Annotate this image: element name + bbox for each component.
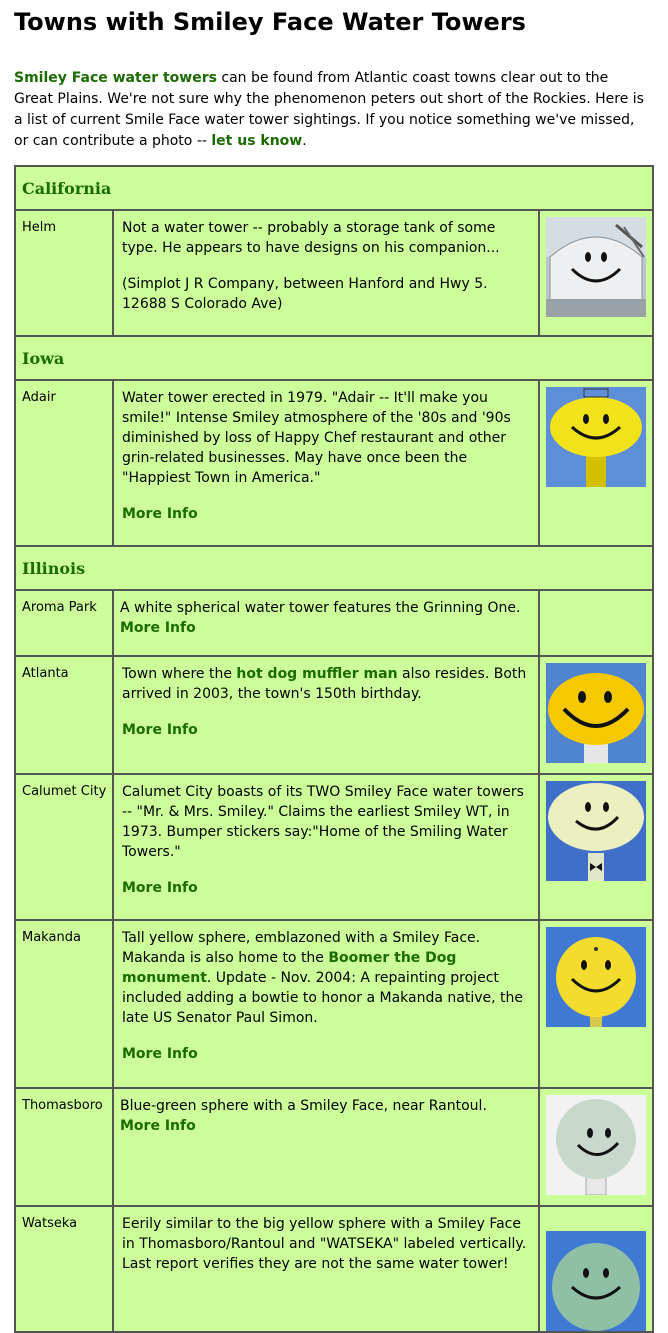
town-name: Atlanta bbox=[15, 656, 113, 774]
page-title: Towns with Smiley Face Water Towers bbox=[14, 8, 526, 36]
more-info-link[interactable]: More Info bbox=[122, 880, 198, 896]
description-text: . Update - Nov. 2004: A repainting project included adding a bowtie to honor a Makanda native, the late US Senator Paul Simon. bbox=[122, 970, 523, 1026]
helm-tank-photo[interactable] bbox=[546, 217, 646, 317]
intro-end: . bbox=[302, 133, 307, 149]
description-text: Blue-green sphere with a Smiley Face, near Rantoul. bbox=[120, 1098, 487, 1114]
photo-cell bbox=[539, 1206, 653, 1332]
towers-table bbox=[14, 165, 654, 1333]
photo-cell bbox=[539, 1088, 653, 1206]
state-row-california bbox=[15, 166, 653, 210]
town-description bbox=[113, 210, 539, 336]
boomer-the-dog-link[interactable]: Boomer the Dog monument bbox=[122, 950, 457, 986]
town-name: Helm bbox=[15, 210, 113, 336]
table-row bbox=[15, 656, 653, 774]
more-info-link[interactable]: More Info bbox=[122, 722, 198, 738]
hot-dog-muffler-man-link[interactable]: hot dog muffler man bbox=[236, 666, 398, 682]
town-description bbox=[113, 380, 539, 546]
table-row bbox=[15, 1206, 653, 1332]
town-name: Thomasboro bbox=[15, 1088, 113, 1206]
photo-cell bbox=[539, 380, 653, 546]
intro-paragraph bbox=[14, 68, 650, 152]
description-text: Town where the bbox=[122, 666, 237, 682]
table-row bbox=[15, 380, 653, 546]
town-description bbox=[113, 590, 539, 656]
more-info-link[interactable]: More Info bbox=[120, 620, 196, 636]
table-row bbox=[15, 590, 653, 656]
state-heading: California bbox=[15, 166, 653, 210]
adair-tower-photo[interactable] bbox=[546, 387, 646, 487]
description-text: A white spherical water tower features the Grinning One. bbox=[120, 600, 521, 616]
state-heading: Iowa bbox=[15, 336, 653, 380]
watseka-tower-photo[interactable] bbox=[546, 1231, 646, 1331]
state-heading: Illinois bbox=[15, 546, 653, 590]
town-description bbox=[113, 1088, 539, 1206]
description-text: Eerily similar to the big yellow sphere with a Smiley Face in Thomasboro/Rantoul and "WATSEKA" labeled vertically. Last report verifies they are not the same water tower! bbox=[122, 1216, 527, 1272]
intro-text: can be found from Atlantic coast towns clear out to the Great Plains. We're not sure why the phenomenon peters out short of the Rockies. Here is a list of current Smile Face water tower sightings. If you notice something we've missed, or can contribute a photo -- bbox=[14, 70, 644, 149]
thomasboro-tower-photo[interactable] bbox=[546, 1095, 646, 1195]
table-row bbox=[15, 210, 653, 336]
town-name: Makanda bbox=[15, 920, 113, 1088]
description-text: also resides. Both arrived in 2003, the town's 150th birthday. bbox=[122, 666, 527, 702]
photo-cell bbox=[539, 920, 653, 1088]
photo-cell bbox=[539, 656, 653, 774]
town-description bbox=[113, 1206, 539, 1332]
calumet-tower-photo[interactable] bbox=[546, 781, 646, 881]
town-name: Watseka bbox=[15, 1206, 113, 1332]
table-row bbox=[15, 774, 653, 920]
more-info-link[interactable]: More Info bbox=[122, 1046, 198, 1062]
more-info-link[interactable]: More Info bbox=[122, 506, 198, 522]
town-name: Aroma Park bbox=[15, 590, 113, 656]
description-text: Not a water tower -- probably a storage tank of some type. He appears to have designs on his companion... bbox=[122, 220, 500, 256]
photo-cell bbox=[539, 590, 653, 656]
state-row-iowa bbox=[15, 336, 653, 380]
description-text: Calumet City boasts of its TWO Smiley Face water towers -- "Mr. & Mrs. Smiley." Claims the earliest Smiley WT, in 1973. Bumper stickers say:"Home of the Smiling Water Towers." bbox=[122, 784, 524, 860]
description-text: Water tower erected in 1979. "Adair -- It'll make you smile!" Intense Smiley atmosphere of the '80s and '90s diminished by loss of Happy Chef restaurant and other grin-related businesses. May have once been the "Happiest Town in America." bbox=[122, 390, 511, 486]
table-row bbox=[15, 920, 653, 1088]
town-name: Calumet City bbox=[15, 774, 113, 920]
state-row-illinois bbox=[15, 546, 653, 590]
town-description bbox=[113, 656, 539, 774]
town-description bbox=[113, 920, 539, 1088]
smiley-towers-link[interactable]: Smiley Face water towers bbox=[14, 70, 217, 86]
table-row bbox=[15, 1088, 653, 1206]
atlanta-tower-photo[interactable] bbox=[546, 663, 646, 763]
let-us-know-link[interactable]: let us know bbox=[211, 133, 303, 149]
address-text: (Simplot J R Company, between Hanford and Hwy 5. 12688 S Colorado Ave) bbox=[122, 276, 488, 312]
makanda-tower-photo[interactable] bbox=[546, 927, 646, 1027]
photo-cell bbox=[539, 210, 653, 336]
town-description bbox=[113, 774, 539, 920]
photo-cell bbox=[539, 774, 653, 920]
description-text: Tall yellow sphere, emblazoned with a Smiley Face. Makanda is also home to the bbox=[122, 930, 481, 966]
more-info-link[interactable]: More Info bbox=[120, 1118, 196, 1134]
town-name: Adair bbox=[15, 380, 113, 546]
